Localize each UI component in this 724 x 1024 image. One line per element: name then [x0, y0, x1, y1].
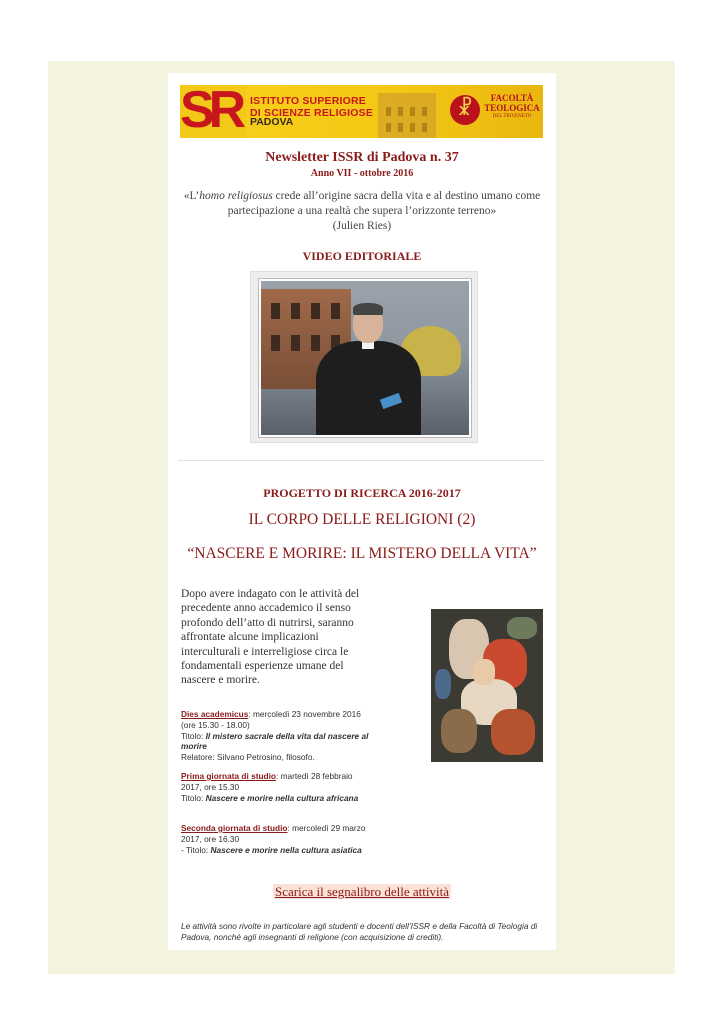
download-bookmark-link[interactable]: Scarica il segnalibro delle attività [275, 884, 449, 899]
event-title-prefix: Titolo: [181, 730, 206, 741]
event-prima-giornata [181, 771, 371, 803]
klimt-painting-image [431, 609, 543, 762]
city-label: PADOVA [250, 116, 294, 128]
footnote: Le attività sono rivolte in particolare agli studenti e docenti dell’ISSR e della Facoltà di Teologia di Padova, nonché agli insegnanti di religione (con acquisizione di crediti). [181, 921, 538, 942]
quote-text: crede all’origine sacra della vita e al destino umano come partecipazione a una realtà che supera l’orizzonte terreno» [227, 190, 541, 217]
divider [178, 460, 544, 461]
faculty-line-3: DEL TRIVENETO [492, 114, 532, 119]
sr-logo [180, 85, 246, 138]
event-when: : mercoledì 23 novembre 2016 (ore 15.30 - 18.00) [181, 709, 361, 730]
event-when: : martedì 28 febbraio 2017, ore 15.30 [181, 771, 353, 792]
event-seconda-giornata [181, 823, 371, 855]
download-bookmark-link-wrap [168, 884, 556, 900]
event-dies-academicus [181, 709, 371, 763]
event-when: : mercoledì 29 marzo 2017, ore 16.30 [181, 823, 366, 844]
event-title-prefix: - Titolo: [181, 844, 211, 855]
event-title: Il mistero sacrale della vita dal nascere al morire [181, 730, 369, 752]
event-title: Nascere e morire nella cultura africana [205, 792, 359, 803]
video-image[interactable] [259, 279, 471, 437]
institute-line-1: ISTITUTO SUPERIORE [250, 95, 367, 107]
event-link-prima-giornata[interactable]: Prima giornata di studio [181, 771, 276, 781]
newsletter-subtitle: Anno VII - ottobre 2016 [310, 168, 414, 179]
logo-letters: SR [180, 85, 241, 138]
project-title-line1: IL CORPO DELLE RELIGIONI (2) [248, 511, 476, 528]
video-heading: VIDEO EDITORIALE [302, 249, 422, 263]
quote-open: «L’ [183, 190, 200, 202]
event-title-prefix: Titolo: [181, 792, 206, 803]
event-link-dies-academicus[interactable]: Dies academicus [181, 709, 249, 719]
project-title-line2: “NASCERE E MORIRE: IL MISTERO DELLA VITA” [187, 545, 537, 562]
faculty-line-2: TEOLOGICA [484, 103, 540, 113]
newsletter-title: Newsletter ISSR di Padova n. 37 [265, 150, 459, 165]
faculty-name [482, 93, 542, 120]
video-editorial-thumbnail[interactable] [250, 271, 478, 443]
quote-author: (Julien Ries) [332, 220, 392, 232]
institute-line-2: DI SCIENZE RELIGIOSE [250, 107, 374, 119]
faculty-emblem-icon: ☧ [450, 95, 480, 125]
epigraph-quote [176, 189, 548, 234]
header-banner[interactable] [180, 85, 543, 138]
project-heading: PROGETTO DI RICERCA 2016-2017 [263, 486, 461, 500]
faculty-line-1: FACOLTÀ [490, 93, 534, 103]
quote-italic: homo religiosus [199, 190, 273, 202]
event-speaker: Relatore: Silvano Petrosino, filosofo. [181, 752, 315, 763]
event-link-seconda-giornata[interactable]: Seconda giornata di studio [181, 823, 288, 833]
event-title: Nascere e morire nella cultura asiatica [210, 844, 362, 855]
building-image [378, 93, 436, 138]
project-description: Dopo avere indagato con le attività del precedente anno accademico il senso profondo dell’atto di nutrirsi, saranno affrontate alcune implicazioni interculturali e interreligiose circa le fondamentali esperienze umane del nascere e morire. [181, 588, 360, 687]
